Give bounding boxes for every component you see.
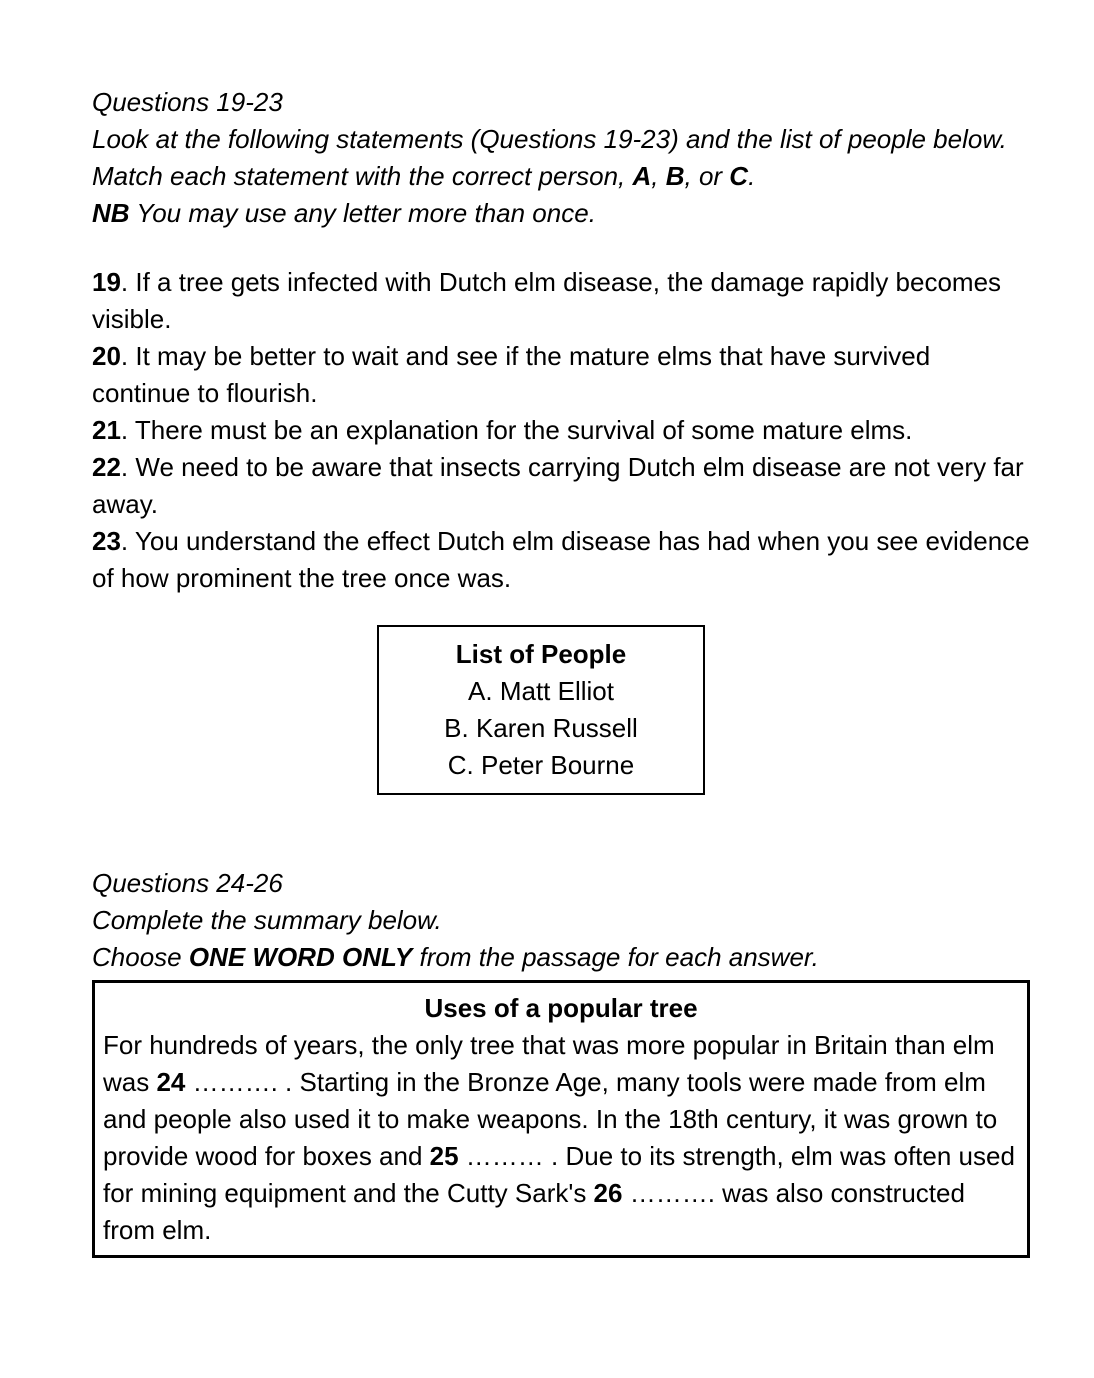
summary-box bbox=[92, 980, 1030, 1258]
instruction-line-nb: NB You may use any letter more than once. bbox=[92, 198, 596, 228]
person-option-c: C. Peter Bourne bbox=[447, 750, 635, 780]
statement-23-number: 23 bbox=[92, 526, 121, 556]
instruction-line-match: Match each statement with the correct person, A, B, or C. bbox=[92, 161, 756, 191]
statement-23 bbox=[92, 523, 1030, 597]
statement-21-number: 21 bbox=[92, 415, 121, 445]
statement-22-number: 22 bbox=[92, 452, 121, 482]
statement-20-text: . It may be better to wait and see if the mature elms that have survived continue to flourish. bbox=[92, 341, 931, 408]
statement-22 bbox=[92, 449, 1030, 523]
statement-21-text: . There must be an explanation for the survival of some mature elms. bbox=[120, 415, 913, 445]
questions-19-23-instructions bbox=[92, 84, 1030, 232]
statement-22-text: . We need to be aware that insects carrying Dutch elm disease are not very far away. bbox=[92, 452, 1024, 519]
instruction-line-complete: Complete the summary below. bbox=[92, 905, 442, 935]
person-option-b: B. Karen Russell bbox=[444, 713, 638, 743]
statement-19-text: . If a tree gets infected with Dutch elm disease, the damage rapidly becomes visible. bbox=[92, 267, 1002, 334]
person-option-a: A. Matt Elliot bbox=[468, 676, 614, 706]
statements-19-23 bbox=[92, 264, 1030, 597]
summary-text: For hundreds of years, the only tree that was more popular in Britain than elm was 24 ………. . Starting in the Bronze Age, many tools were made from elm and people also used it to make weapons. In the 18th century, it was grown to provide wood for boxes and 25 ……… . Due to its strength, elm was often used for mining equipment and the Cutty Sark's 26 ………. was also constructed from elm. bbox=[103, 1030, 1015, 1245]
questions-24-26-heading: Questions 24-26 bbox=[92, 868, 283, 898]
statement-21 bbox=[92, 412, 1030, 449]
statement-23-text: . You understand the effect Dutch elm disease has had when you see evidence of how prominent the tree once was. bbox=[92, 526, 1030, 593]
list-of-people-box bbox=[377, 625, 705, 795]
instruction-line-look: Look at the following statements (Questions 19-23) and the list of people below. bbox=[92, 124, 1007, 154]
statement-20 bbox=[92, 338, 1030, 412]
questions-24-26-instructions bbox=[92, 865, 1030, 976]
questions-19-23-heading: Questions 19-23 bbox=[92, 87, 283, 117]
statement-20-number: 20 bbox=[92, 341, 121, 371]
statement-19 bbox=[92, 264, 1030, 338]
list-of-people-title: List of People bbox=[455, 639, 627, 669]
summary-title: Uses of a popular tree bbox=[424, 993, 698, 1023]
statement-19-number: 19 bbox=[92, 267, 121, 297]
instruction-line-choose: Choose ONE WORD ONLY from the passage for each answer. bbox=[92, 942, 819, 972]
